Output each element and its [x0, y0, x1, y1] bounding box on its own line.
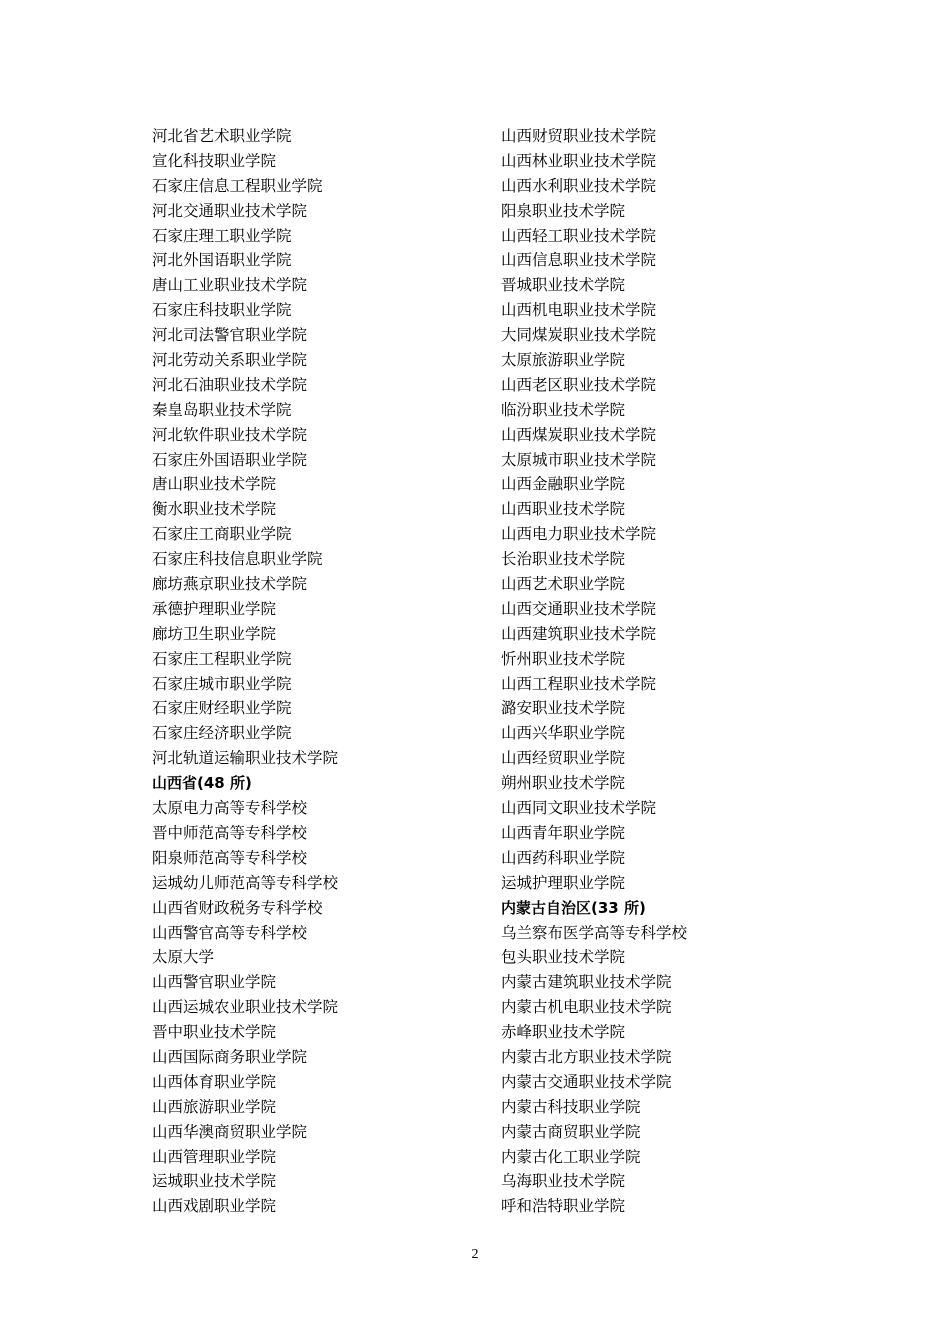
school-list-item: 太原大学 [152, 948, 215, 967]
school-list-item: 河北石油职业技术学院 [152, 375, 308, 394]
school-list-item: 太原电力高等专科学校 [152, 799, 308, 818]
school-list-item: 石家庄工商职业学院 [152, 525, 292, 544]
school-list-item: 河北外国语职业学院 [152, 251, 292, 270]
school-list-item: 山西国际商务职业学院 [152, 1047, 308, 1066]
school-list-item: 宣化科技职业学院 [152, 151, 277, 170]
school-list-item: 山西艺术职业学院 [501, 575, 626, 594]
school-list-item: 晋中职业技术学院 [152, 1023, 277, 1042]
school-list-item: 太原旅游职业学院 [501, 351, 626, 370]
school-list-item: 石家庄经济职业学院 [152, 724, 292, 743]
school-list-item: 太原城市职业技术学院 [501, 450, 657, 469]
school-list-item: 山西老区职业技术学院 [501, 375, 657, 394]
school-list-item: 石家庄外国语职业学院 [152, 450, 308, 469]
school-list-item: 河北轨道运输职业技术学院 [152, 749, 339, 768]
school-list-item: 运城职业技术学院 [152, 1172, 277, 1191]
school-list-item: 山西机电职业技术学院 [501, 301, 657, 320]
school-list-item: 石家庄工程职业学院 [152, 649, 292, 668]
school-list-item: 唐山工业职业技术学院 [152, 276, 308, 295]
school-list-item: 内蒙古科技职业学院 [501, 1097, 641, 1116]
school-list-item: 内蒙古商贸职业学院 [501, 1122, 641, 1141]
school-list-item: 山西财贸职业技术学院 [501, 127, 657, 145]
region-heading: 内蒙古自治区(33 所) [501, 898, 646, 917]
school-list-item: 呼和浩特职业学院 [501, 1197, 626, 1216]
school-list-item: 山西戏剧职业学院 [152, 1197, 277, 1216]
school-list-item: 阳泉师范高等专科学校 [152, 848, 308, 867]
school-list-item: 朔州职业技术学院 [501, 774, 626, 793]
school-list-item: 晋城职业技术学院 [501, 276, 626, 295]
school-list-item: 潞安职业技术学院 [501, 699, 626, 718]
school-list-item: 河北司法警官职业学院 [152, 326, 308, 345]
school-list-item: 山西水利职业技术学院 [501, 176, 657, 195]
school-list-item: 山西煤炭职业技术学院 [501, 425, 657, 444]
school-list-item: 山西交通职业技术学院 [501, 599, 657, 618]
school-list-item: 山西管理职业学院 [152, 1147, 277, 1166]
school-list-item: 山西青年职业学院 [501, 823, 626, 842]
school-list-item: 运城幼儿师范高等专科学校 [152, 873, 339, 892]
school-list-item: 承德护理职业学院 [152, 599, 277, 618]
school-list-item: 山西工程职业技术学院 [501, 674, 657, 693]
school-list-item: 包头职业技术学院 [501, 948, 626, 967]
school-list-item: 大同煤炭职业技术学院 [501, 326, 657, 345]
school-list-item: 山西体育职业学院 [152, 1072, 277, 1091]
school-list-item: 山西建筑职业技术学院 [501, 624, 657, 643]
page-number: 2 [471, 1247, 479, 1262]
school-list-item: 山西华澳商贸职业学院 [152, 1122, 308, 1141]
school-list-item: 山西兴华职业学院 [501, 724, 626, 743]
school-list-item: 山西电力职业技术学院 [501, 525, 657, 544]
school-list-item: 石家庄财经职业学院 [152, 699, 292, 718]
school-list-item: 山西林业职业技术学院 [501, 151, 657, 170]
school-list-item: 内蒙古交通职业技术学院 [501, 1072, 672, 1091]
school-list-item: 山西职业技术学院 [501, 500, 626, 519]
school-list-item: 内蒙古北方职业技术学院 [501, 1047, 672, 1066]
school-list-item: 山西轻工职业技术学院 [501, 226, 657, 245]
school-list-item: 山西药科职业学院 [501, 848, 626, 867]
school-list-item: 河北软件职业技术学院 [152, 425, 308, 444]
school-list-item: 河北省艺术职业学院 [152, 127, 292, 145]
school-list-item: 临汾职业技术学院 [501, 400, 626, 419]
school-list-item: 唐山职业技术学院 [152, 475, 277, 494]
school-list-item: 内蒙古建筑职业技术学院 [501, 973, 672, 992]
school-list-item: 阳泉职业技术学院 [501, 201, 626, 220]
school-list-item: 山西同文职业技术学院 [501, 799, 657, 818]
school-list-item: 赤峰职业技术学院 [501, 1023, 626, 1042]
school-list-item: 山西经贸职业学院 [501, 749, 626, 768]
school-list-item: 衡水职业技术学院 [152, 500, 277, 519]
school-list-item: 忻州职业技术学院 [501, 649, 626, 668]
school-list-item: 山西警官职业学院 [152, 973, 277, 992]
school-list-item: 河北劳动关系职业学院 [152, 351, 308, 370]
school-list-item: 山西省财政税务专科学校 [152, 898, 323, 917]
school-list-item: 廊坊卫生职业学院 [152, 624, 277, 643]
left-column-list [152, 124, 482, 1219]
school-list-item: 山西旅游职业学院 [152, 1097, 277, 1116]
school-list-item: 乌兰察布医学高等专科学校 [501, 923, 688, 942]
school-list-item: 内蒙古化工职业学院 [501, 1147, 641, 1166]
school-list-item: 山西运城农业职业技术学院 [152, 998, 339, 1017]
school-list-item: 长治职业技术学院 [501, 550, 626, 569]
school-list-item: 石家庄理工职业学院 [152, 226, 292, 245]
school-list-item: 运城护理职业学院 [501, 873, 626, 892]
school-list-item: 山西信息职业技术学院 [501, 251, 657, 270]
school-list-item: 山西警官高等专科学校 [152, 923, 308, 942]
school-list-item: 河北交通职业技术学院 [152, 201, 308, 220]
school-list-item: 秦皇岛职业技术学院 [152, 400, 292, 419]
school-list-item: 石家庄城市职业学院 [152, 674, 292, 693]
school-list-item: 石家庄信息工程职业学院 [152, 176, 323, 195]
school-list-item: 乌海职业技术学院 [501, 1172, 626, 1191]
school-list-item: 晋中师范高等专科学校 [152, 823, 308, 842]
school-list-item: 廊坊燕京职业技术学院 [152, 575, 308, 594]
right-column-list [501, 124, 841, 1219]
school-list-item: 石家庄科技职业学院 [152, 301, 292, 320]
region-heading: 山西省(48 所) [152, 774, 252, 793]
school-list-item: 山西金融职业学院 [501, 475, 626, 494]
school-list-item: 石家庄科技信息职业学院 [152, 550, 323, 569]
school-list-item: 内蒙古机电职业技术学院 [501, 998, 672, 1017]
